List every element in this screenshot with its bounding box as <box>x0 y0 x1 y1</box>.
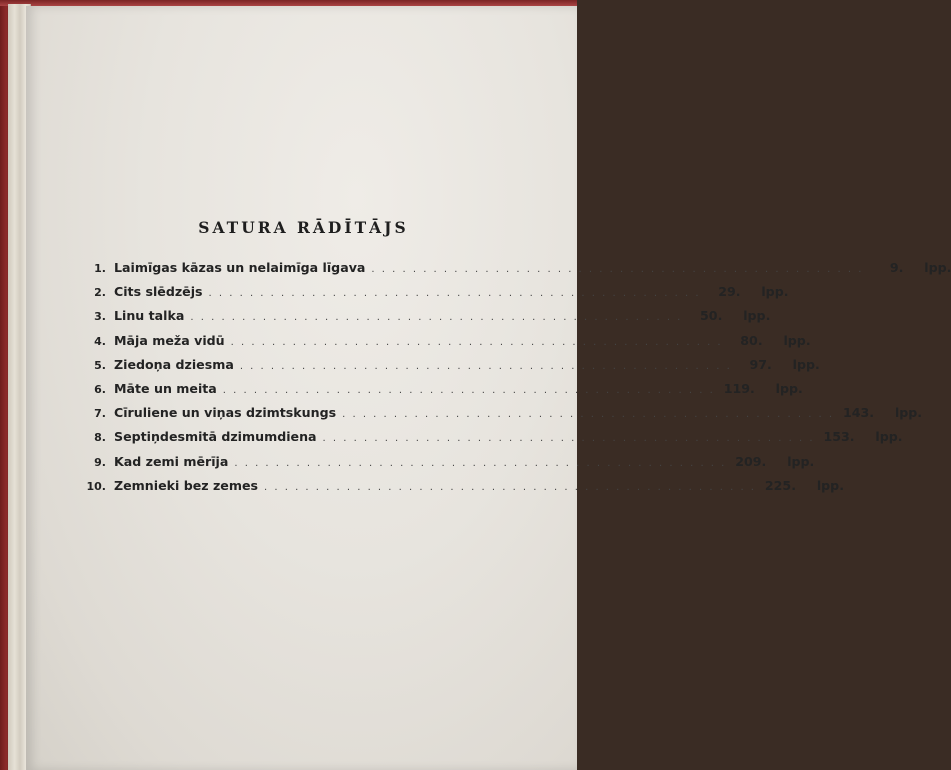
toc-entry-unit: lpp. <box>875 429 903 445</box>
dot-leader: . . . . . . . . . . . . . . . . . . . . . . . . . . . . . . . . . . . . . . . . . . . . . . . . <box>264 481 756 493</box>
toc-entry <box>84 284 789 308</box>
toc-entry-title: Septiņdesmitā dzimumdiena <box>114 429 317 445</box>
toc-entry-page: 225. <box>764 477 796 493</box>
toc-entry-page: 143. <box>843 405 875 421</box>
toc-entry-number: 1. <box>94 262 106 275</box>
toc-entry-unit: lpp. <box>775 380 803 396</box>
toc-entry-title: Cīruliene un viņas dzimtskungs <box>114 405 337 421</box>
toc-entry-unit: lpp. <box>792 356 820 372</box>
dot-leader: . . . . . . . . . . . . . . . . . . . . . . . . . . . . . . . . . . . . . . . . . . . . . . . . <box>239 360 732 372</box>
toc-entry-page: 209. <box>735 453 767 469</box>
toc-entry <box>84 308 771 332</box>
toc-entry-title: Ziedoņa dziesma <box>114 356 234 372</box>
toc-entry-number: 10. <box>86 479 106 493</box>
toc-entry-page: 153. <box>823 429 855 445</box>
toc-entry <box>84 453 815 478</box>
toc-entry-page: 9. <box>889 260 904 275</box>
toc-heading: SATURA RĀDĪTĀJS <box>198 218 409 237</box>
dot-leader: . . . . . . . . . . . . . . . . . . . . . . . . . . . . . . . . . . . . . . . . . . . . . . . . <box>234 457 727 469</box>
toc-entry-unit: lpp. <box>816 477 844 493</box>
toc-entry-number: 3. <box>94 310 106 324</box>
toc-entry-number: 4. <box>94 334 106 348</box>
toc-entry-title: Zemnieki bez zemes <box>114 477 258 493</box>
toc-entry <box>84 405 923 429</box>
toc-entry <box>84 260 951 284</box>
toc-entry-title: Cits slēdzējs <box>114 284 203 300</box>
toc-entry-number: 7. <box>94 407 106 421</box>
toc-entry-title: Laimīgas kāzas un nelaimīga līgava <box>114 260 366 275</box>
toc-entry-title: Kad zemi mērīja <box>114 453 229 469</box>
toc-entry-unit: lpp. <box>924 260 951 275</box>
toc-entry <box>84 477 844 502</box>
dot-leader: . . . . . . . . . . . . . . . . . . . . . . . . . . . . . . . . . . . . . . . . . . . . . . . . <box>230 336 723 348</box>
dot-leader: . . . . . . . . . . . . . . . . . . . . . . . . . . . . . . . . . . . . . . . . . . . . . . . . <box>342 409 835 421</box>
toc-entry-number: 9. <box>94 455 106 469</box>
dot-leader: . . . . . . . . . . . . . . . . . . . . . . . . . . . . . . . . . . . . . . . . . . . . . . . . <box>190 312 683 324</box>
toc-entry-unit: lpp. <box>783 332 811 348</box>
dot-leader: . . . . . . . . . . . . . . . . . . . . . . . . . . . . . . . . . . . . . . . . . . . . . . . . <box>371 264 864 275</box>
toc-entry <box>84 429 903 453</box>
dot-leader: . . . . . . . . . . . . . . . . . . . . . . . . . . . . . . . . . . . . . . . . . . . . . . . . <box>322 433 815 445</box>
toc-entry-number: 5. <box>94 358 106 372</box>
toc-entry <box>84 332 811 357</box>
toc-entry <box>84 356 820 381</box>
toc-entry-number: 6. <box>94 382 106 396</box>
toc-entry-unit: lpp. <box>894 405 923 421</box>
toc-list <box>84 260 951 502</box>
dot-leader: . . . . . . . . . . . . . . . . . . . . . . . . . . . . . . . . . . . . . . . . . . . . . . . . <box>208 288 701 300</box>
toc-entry-number: 8. <box>94 431 106 445</box>
toc-entry-unit: lpp. <box>761 284 789 300</box>
toc-entry-page: 29. <box>718 284 741 300</box>
dot-leader: . . . . . . . . . . . . . . . . . . . . . . . . . . . . . . . . . . . . . . . . . . . . . . . . <box>222 384 715 396</box>
toc-entry-page: 119. <box>723 380 755 396</box>
toc-entry-unit: lpp. <box>787 453 815 469</box>
toc-entry-page: 50. <box>700 308 723 324</box>
toc-entry-page: 97. <box>749 356 772 372</box>
toc-entry-title: Māte un meita <box>114 380 217 396</box>
toc-entry-number: 2. <box>94 286 106 300</box>
toc-entry-title: Linu talka <box>114 308 185 324</box>
toc-entry-page: 80. <box>740 332 763 348</box>
toc-entry-unit: lpp. <box>743 308 771 324</box>
toc-entry-title: Māja meža vidū <box>114 332 225 348</box>
toc-entry <box>84 380 803 405</box>
book-page <box>26 6 951 770</box>
